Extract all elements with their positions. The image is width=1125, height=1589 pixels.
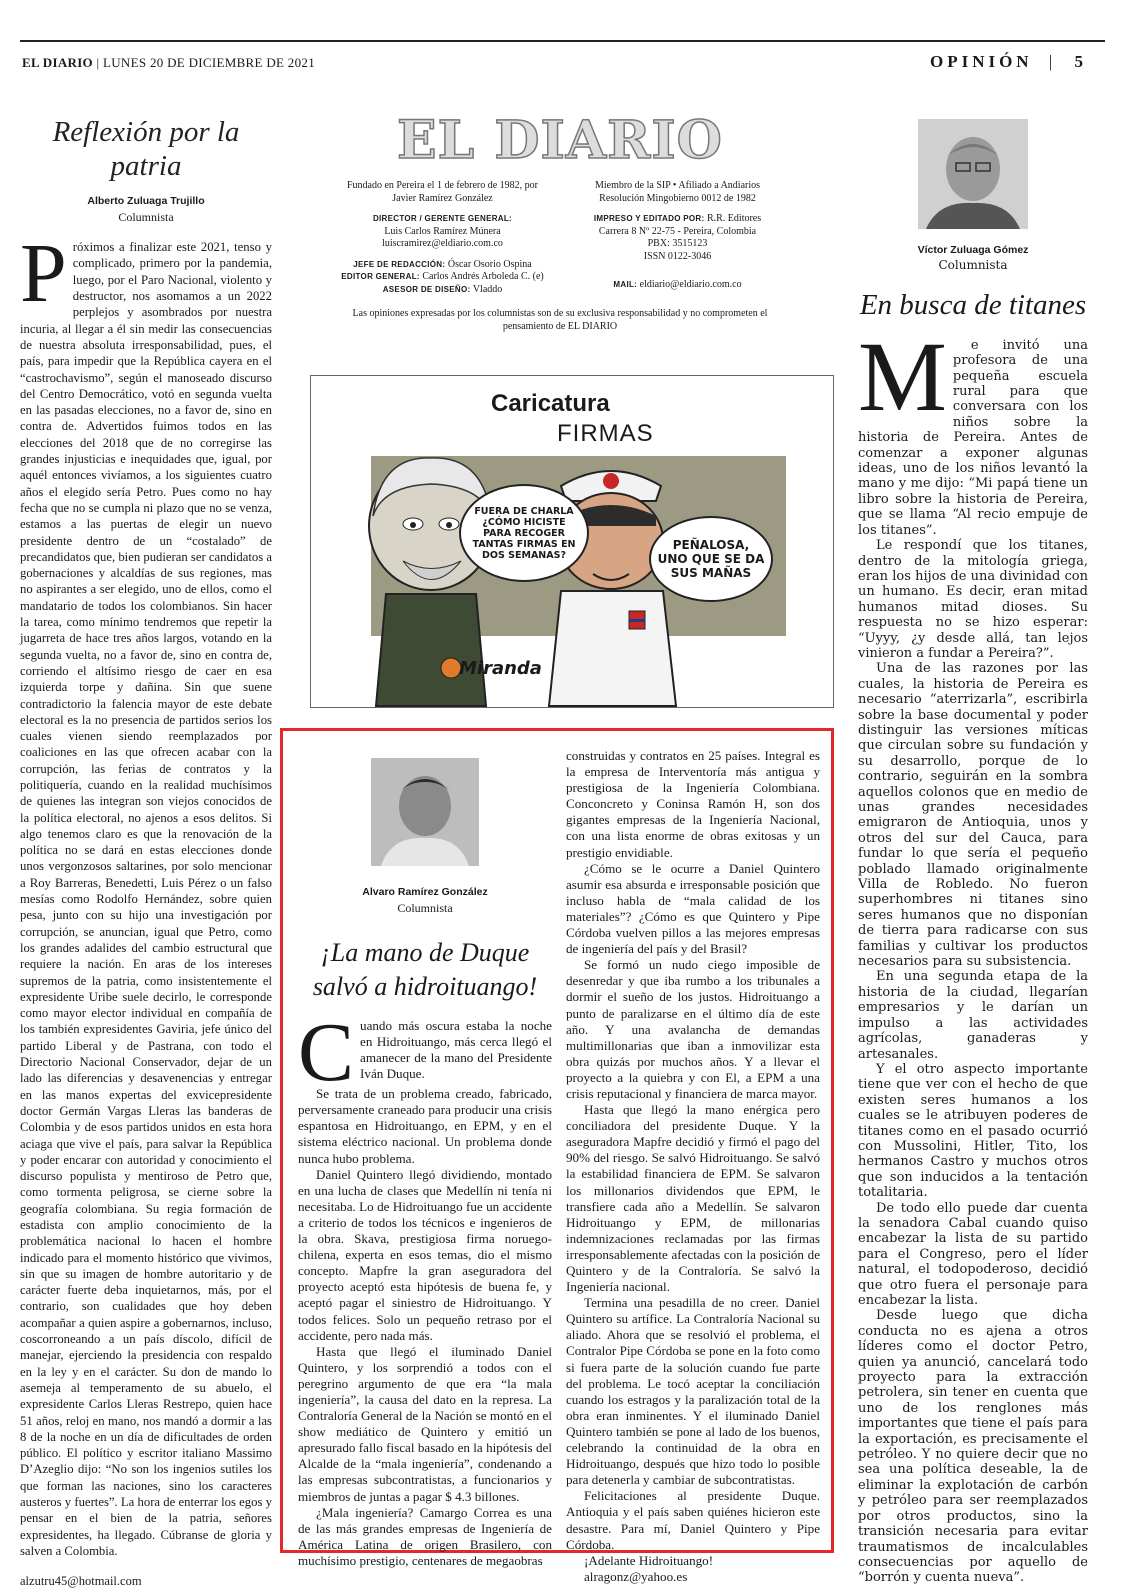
article-paragraph: Una de las razones por las cuales, la historia de Pereira es necesario “aterrizarla”, escribirla sobre la base documental y poder distinguir las versiones míticas que circulan sobre su fundación y su desarrollo, porque de lo contrario, seguirán en la sombra aquellos colonos que en medio de unas grandes necesidades emigraron de Antioquia, unos y otros del sur del Cauca, para fundar lo que sería el pequeño poblado llamado originalmente Villa de Robledo. No fueron superhombres ni titanes sino seres humanos que no disponían de tierra para radicarse con sus familias y cultivar los productos necesarios para su subsistencia.	[858, 661, 1088, 970]
speech-bubble-right: PEÑALOSA, UNO QUE SE DA SUS MAÑAS	[649, 516, 773, 602]
drop-cap: C	[298, 1006, 355, 1100]
author-photo	[371, 758, 479, 866]
byline	[858, 243, 1088, 274]
asesor-label: ASESOR DE DISEÑO:	[382, 284, 471, 294]
director-name: Luis Carlos Ramírez Múnera	[384, 225, 501, 237]
director-email: luiscramirez@eldiario.com.co	[382, 238, 503, 249]
editor-name: Carlos Andrés Arboleda C. (e)	[422, 271, 544, 282]
page-number: 5	[1074, 52, 1083, 71]
paper-name: EL DIARIO	[22, 55, 93, 70]
masthead	[340, 112, 780, 333]
article-paragraph: ¿Cómo se le ocurre a Daniel Quintero asumir esa absurda e irresponsable posición que incluso habla de “mala calidad de los materiales”? ¿Cómo es que Quintero y Pipe Córdoba vuelven pillos a las mejores empresas de ingeniería del país y del Brasil?	[566, 860, 820, 957]
pbx: PBX: 3515123	[647, 238, 708, 249]
page-header-left	[22, 55, 315, 71]
article-body	[20, 227, 272, 1559]
article-paragraph: ¡Adelante Hidroituango!	[584, 1552, 714, 1568]
left-column-article	[20, 115, 272, 1589]
article-paragraph: Le respondí que los titanes, dentro de la mitología griega, eran los hijos de una divinidad con un humano. Es decir, eran mitad humanos mitad dioses. Su respuesta no se hizo esperar: “Uyyy, ¿y desde allá, tan lejos vinieron a fundar a Pereira?”.	[858, 538, 1088, 661]
article-paragraph: Termina una pesadilla de no creer. Daniel Quintero su artífice. La Contraloría Nacional su aliado. Ahora que se resolvió el problema, el Contralor Pipe Córdoba se pone en la foto como si fuera parte de la solución cuando fue parte del problema. Le tocó aceptar la conciliación cuando los estragos y la paralización total de la obra eran inminentes. Y el iluminado Daniel Quintero también se pone al lado de los buenos, celebrando la continuidad de la obra en Hidroituango, después que hizo todo lo posible para detenerla y cambiar de subcontratistas.	[566, 1295, 820, 1488]
article-paragraph: En una segunda etapa de la historia de la ciudad, llegarían empresarios y le darían un impulso a las actividades agrícolas, ganaderas y artesanales.	[858, 969, 1088, 1062]
author-name: Alvaro Ramírez González	[362, 886, 488, 898]
jefe-name: Óscar Osorio Ospina	[447, 258, 532, 270]
drop-cap: P	[20, 227, 67, 321]
article-paragraph: Desde luego que dicha conducta no es ajena a otros líderes como el doctor Petro, quien ya anunció, cancelará todo proyecto para la extracción petrolera, sin tener en cuenta que uno de los renglones más importantes que tiene el país para la exportación, es precisamente el petróleo. Y no quiere decir que no sea una política deseable, la de eliminar la explotación de carbón y petróleo para ser reemplazados por otros productos, sino la transición necesaria para evitar traumatismos de incalculables consecuencias por aquello de “borrón y cuenta nueva”.	[858, 1308, 1088, 1586]
top-rule	[20, 40, 1105, 42]
author-role: Columnista	[397, 901, 453, 916]
author-photo-illustration	[918, 119, 1028, 229]
cartoonist-signature: Miranda	[459, 658, 542, 679]
impreso-name: R.R. Editores	[706, 213, 762, 224]
author-email: alragonz@yahoo.es	[584, 1568, 688, 1584]
author-name: Alberto Zuluaga Trujillo	[87, 195, 205, 207]
section-name: OPINIÓN	[929, 52, 1033, 71]
article-paragraph: Hasta que llegó la mano enérgica pero conciliadora del presidente Duque. Y la aseguradora Mapfre decidió y firmó el pago del 90% del riesgo. Se salvó Hidroituango. Se salvó la estabilidad financiera de EPM. Se salvaron los millonarios dividendos que EPM, le transfiere cada año a Medellín. Se salvaron Hidroituango y EPM, de millonarias indemnizaciones reclamadas por las firmas irresponsablemente afectadas con la posición de Quintero y de la Contraloría. Se salvó la Ingeniería nacional.	[566, 1102, 820, 1295]
author-photo	[918, 119, 1028, 229]
article-body	[298, 1006, 552, 1569]
mail-address: eldiario@eldiario.com.co	[639, 279, 742, 290]
caricature-title: Caricatura	[491, 390, 610, 417]
staff-left	[340, 180, 545, 296]
page-header-right	[930, 52, 1083, 72]
article-body	[858, 320, 1088, 1586]
article-paragraph: Y el otro aspecto importante tiene que ver con el hecho de que existen seres humanos a los cuales se le atribuyen poderes de titanes como en el pasado ocurrió con Mussolini, Hitler, Tito, los hermanos Castro y muchos otros que son inducidos a la tentación totalitaria.	[858, 1061, 1088, 1201]
mail-label: MAIL:	[613, 280, 638, 289]
article-paragraph: róximos a finalizar este 2021, tenso y complicado, primero por la pandemia, luego, por el Paro Nacional, violento y destructor, nos asomamos a un 2022 perplejos y asombrados por nuestra incuria, al llegar a él sin medir las consecuencias de nuestra absoluta irresponsabilidad, pues, el país, para impedir que la República cayera en el “castrochavismo”, según el manoseado discurso del Centro Democrático, votó en segunda vuelta en las pasadas elecciones, no a favor de, sino en contra de. Advertidos fuimos todos en las elecciones del 2018 que de no corregirse las grandes injusticias e inequidades que, igual, por aquél entonces vivíamos, a los siguientes cuatro años el elegido sería Petro. Pues como no hay fecha que no se cumpla ni plazo que no se venza, estamos a las puertas de elegir un nuevo presidente dentro de un “costalado” de precandidatos que, bien pudieran ser candidatos a gobernaciones y alcaldías de sus regiones, mas no aspirantes a ser elegido, uno de ellos, como el mandatario de todos los colombianos. Sin hacer la tarea, como mínimo tendremos que repetir la jugarreta de hace tres años largos, votando en la segunda vuelta, no a favor de, sino en contra de, corriendo el altísimo riesgo de caer en esa izquierda torpe y dañina. Sin que suene contradictorio la falencia mayor de este debate electoral es la no presencia de partidos serios los cuales vienen siendo reemplazados por coaliciones en las que ofrecen acabar con la corrupción, las ferias de contratos y la politiquería, cuando en la realidad muchísimos de quienes las integran son viejos conocidos de la política electoral, no ajenos a esos delitos. Si algo tenemos claro es que la renovación de la política no se dará en estas elecciones donde unos vergonzosos saltarines, por solo mencionar a Roy Barreras, Benedetti, Luis Pérez o un falso mesías como Rodolfo Hernández, sobre quien pesa, junto con su hijo una investigación por corrupción, se anuncian, igual que Petro, como los grandes adalides del cambio estructural que requiere la nación. En aras de los intereses supremos de la patria, como insistentemente el expresidente Uribe suele decirlo, le corresponde como mayor elector individual en compañía de los también expresidentes Gaviria, jefe único del partido Liberal y de Pastrana, con todo el Directorio Nacional Conservador, dejar de un lado las diferencias y desavenencias y entregar en las manos expertas del exvicepresidente doctor Germán Vargas Lleras las banderas de Colombia y de esos partidos unidos en esta hora aciaga que vive el país, para salvar la República y poder encarar con autoridad y conocimiento el discurso populista y mentiroso de Petro que, como tormenta peligrosa, se cierne sobre la geografía colombiana. Su regia formación de estadista con amplio conocimiento de la problemática nacional lo hacen el hombre indicado para el momento histórico que vivimos, sin que su imagen de hombre autoritario y de carácter fuerte deba inquietarnos, más, por el contrario, son cualidades que hoy deben acompañar a quien aspire a gobernarnos, incluso, coscorroneando a un país díscolo, difícil de manejar, ejerciendo la presidencia con respaldo en la ley y en el carácter. Su don de mando lo asemeja al temperamento de su abuelo, el expresidente Carlos Lleras Restrepo, quien hace 51 años, reloj en mano, nos mandó a dormir a las 8 de la noche en un día de dificultades de orden público. El político y escritor italiano Massimo D’Azeglio dijo: “No son los ingenios sutiles los que forman las naciones, sino los caracteres austeros y fuertes”. La hora de enterrar los egos y pensar en el bien de la patria, señores expresidentes, ha llegado. Cúbranse de gloria y salven a Colombia.	[20, 240, 272, 1558]
author-role: Columnista	[938, 258, 1008, 273]
issn: ISSN 0122-3046	[643, 250, 712, 262]
article-title: Reflexión por la patria	[52, 116, 240, 182]
article-title: ¡La mano de Duque salvó a hidroituango!	[312, 938, 538, 1002]
editor-label: EDITOR GENERAL:	[341, 272, 420, 281]
byline	[20, 193, 272, 225]
speech-bubble-left: FUERA DE CHARLA ¿CÓMO HICISTE PARA RECOGER TANTAS FIRMAS EN DOS SEMANAS?	[459, 484, 589, 582]
byline	[298, 884, 552, 916]
address: Carrera 8 Nº 22-75 - Pereira, Colombia	[598, 225, 757, 237]
author-role: Columnista	[118, 210, 174, 225]
staff-box	[340, 180, 780, 296]
article-paragraph: e invitó una profesora de una pequeña escuela rural para que conversara con los niños sobre la historia de Pereira. Antes de comenzar a exponer algunas ideas, uno de los niños levantó la mano y me dijo: “Mi papá tiene un libro sobre la historia de Pereira, que se llama “Al recio empuje de los titanes”.	[858, 337, 1088, 538]
impreso-label: IMPRESO Y EDITADO POR:	[593, 214, 705, 223]
founded-note: Fundado en Pereira el 1 de febrero de 1982, por Javier Ramírez González	[346, 180, 539, 204]
caricature-box	[310, 375, 834, 708]
article-paragraph: Hasta que llegó el iluminado Daniel Quintero, y los sorprendió a todos con el peregrino argumento de que era “la mala ingeniería”, la causa del dato en la represa. La Contraloría General de la Nación se montó en el show mediático de Quintero y emitió un apresurado fallo fiscal basado en la hipótesis del Alcalde de la “mala ingeniería”, condenando a las empresas subcontratistas, a funcionarios y miembros de juntas a pagar $ 4.3 billones.	[298, 1343, 552, 1504]
staff-right	[575, 180, 780, 296]
article-title: En busca de titanes	[859, 288, 1087, 321]
issue-date: LUNES 20 DE DICIEMBRE DE 2021	[103, 55, 315, 70]
newspaper-logo: EL DIARIO	[397, 110, 723, 171]
right-column-article	[858, 115, 1088, 1586]
article-paragraph: Se formó un nudo ciego imposible de desenredar y que iba rumbo a los tribunales a dormir el sueño de los justos. Hidroituango a punto de paralizarse en el último día de este año. Y una avalancha de demandas multimillonarias que iban a inmovilizar esta obra quizás por muchos años. Y a llevar el proyecto a la quiebra y con El, a EPM a una crisis reputacional y financiera de marca mayor.	[566, 957, 820, 1101]
jefe-label: JEFE DE REDACCIÓN:	[353, 259, 446, 269]
article-paragraph: De todo ello puede dar cuenta la senadora Cabal cuando quiso encabezar la lista de su partido para el Congreso, pero el líder natural, el todopoderoso, decidió que otro fuera el personaje para encabezar la lista.	[858, 1200, 1088, 1308]
header-separator: |	[96, 55, 103, 70]
asesor-name: Vladdo	[472, 283, 503, 295]
article-paragraph: construidas y contratos en 25 países. Integral es la empresa de Interventoría más antigua y prestigiosa de la Ingeniería Colombiana. Conconcreto y Coninsa Ramón H, son dos gigantes empresas de la Ingeniería Nacional, con una lista enorme de obras exitosas y un prestigio envidiable.	[566, 748, 820, 860]
center-article-column-1	[298, 748, 552, 1569]
caricature-subtitle: FIRMAS	[557, 420, 654, 447]
director-label: DIRECTOR / GERENTE GENERAL:	[372, 214, 513, 223]
center-article-column-2	[566, 748, 820, 1585]
author-email: alzutru45@hotmail.com	[20, 1574, 142, 1589]
disclaimer-note: Las opiniones expresadas por los columnistas son de su exclusiva responsabilidad y no comprometen el pensamiento de EL DIARIO	[352, 308, 768, 332]
article-paragraph: Se trata de un problema creado, fabricado, perversamente craneado para producir una crisis espantosa en Hidroituango, en EPM, y en el sistema eléctrico nacional. Un problema donde nunca hubo problema.	[298, 1086, 552, 1166]
article-paragraph: uando más oscura estaba la noche en Hidroituango, más cerca llegó el amanecer de la mano del Presidente Iván Duque.	[360, 1018, 552, 1082]
author-photo-illustration	[371, 758, 479, 866]
author-name: Víctor Zuluaga Gómez	[917, 244, 1029, 256]
drop-cap: M	[858, 320, 947, 432]
article-paragraph: Felicitaciones al presidente Duque. Antioquia y el país saben quiénes hicieron este desastre. Para mí, Daniel Quintero y Pipe Córdoba.	[566, 1488, 820, 1552]
header-separator: |	[1048, 52, 1057, 71]
article-paragraph: Daniel Quintero llegó dividiendo, montado en una lucha de clases que Medellín ni tenía ni necesitaba. Lo de Hidroituango fue un accidente a criterio de todos los técnicos e ingenieros de la obra. Skava, prestigiosa firma noruego- chilena, experta en esos temas, dio el mismo concepto. Mapfre la gran aseguradora del proyecto aceptó esta hipótesis de buena fe, y aceptó pagar el siniestro de Hidroituango. Y todos felices. Solo un pequeño retraso por el accidente, pero nada más.	[298, 1166, 552, 1343]
membership-note: Miembro de la SIP • Afiliado a Andiarios Resolución Mingobierno 0012 de 1982	[594, 180, 761, 204]
article-paragraph: ¿Mala ingeniería? Camargo Correa es una de las más grandes empresas de Ingeniería de América Latina de origen Brasilero, con muchísimo prestigio, centenares de megaobras	[298, 1504, 552, 1568]
